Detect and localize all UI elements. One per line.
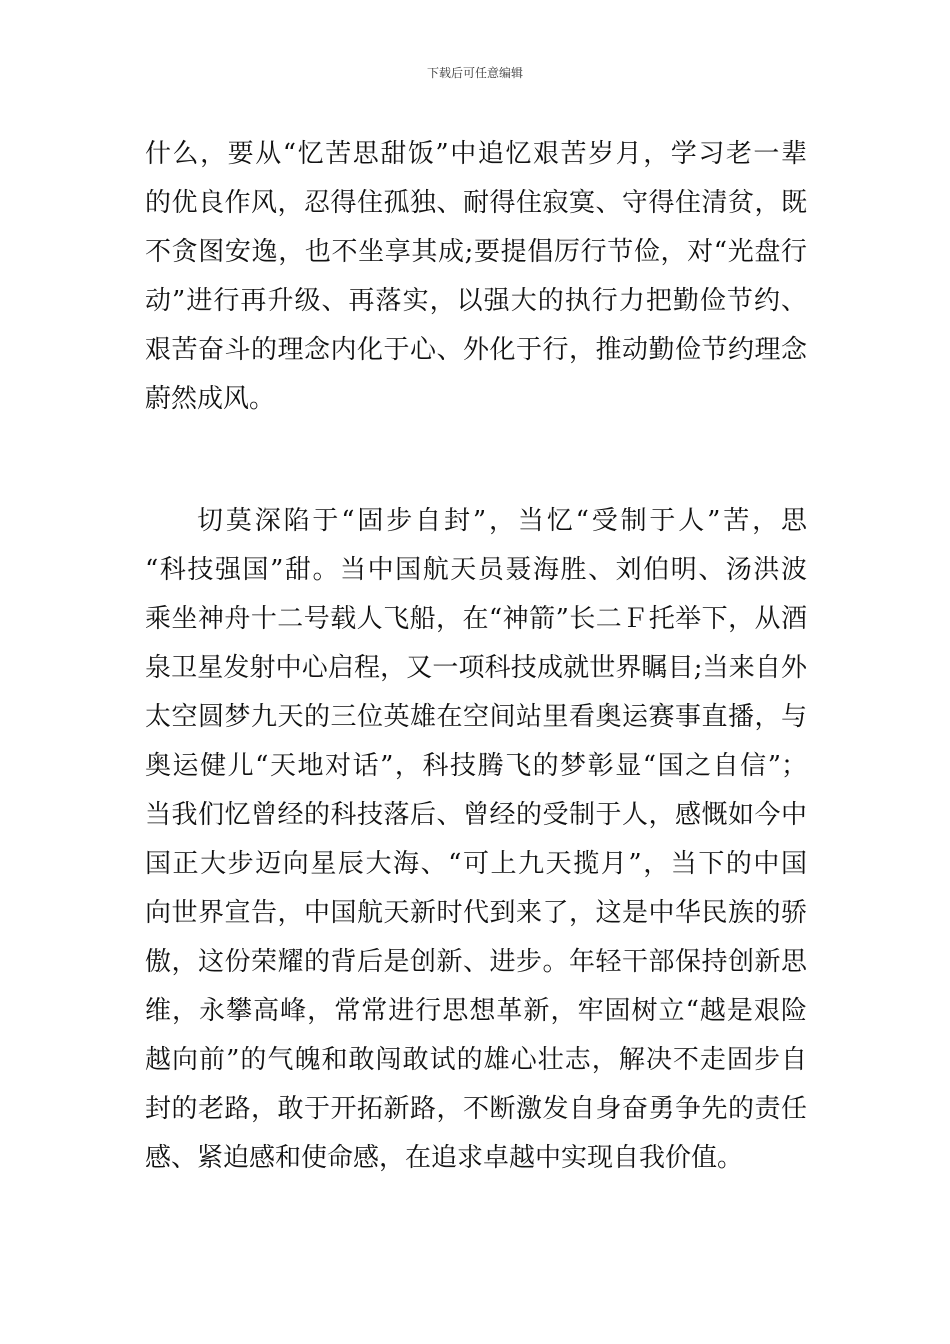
text-line: 什么，要从“忆苦思甜饭”中追忆艰苦岁月，学习老一辈: [145, 139, 807, 169]
paragraph-spacer: [145, 424, 807, 497]
text-line: 动”进行再升级、再落实，以强大的执行力把勤俭节约、: [145, 286, 807, 316]
text-line: “科技强国”甜。当中国航天员聂海胜、刘伯明、汤洪波: [145, 555, 807, 585]
paragraph-2: [145, 497, 807, 1183]
text-line: 向世界宣告，中国航天新时代到来了，这是中华民族的骄: [145, 898, 807, 928]
text-line: 当我们忆曾经的科技落后、曾经的受制于人，感慨如今中: [145, 800, 807, 830]
text-line: 维，永攀高峰，常常进行思想革新，牢固树立“越是艰险: [145, 996, 807, 1026]
text-line: 艰苦奋斗的理念内化于心、外化于行，推动勤俭节约理念: [145, 335, 807, 365]
text-line: 傲，这份荣耀的背后是创新、进步。年轻干部保持创新思: [145, 947, 807, 977]
paragraph-1: [145, 130, 807, 424]
text-line: 感、紧迫感和使命感，在追求卓越中实现自我价值。: [145, 1143, 744, 1173]
text-line: 不贪图安逸，也不坐享其成;要提倡厉行节俭，对“光盘行: [145, 237, 807, 267]
text-line: 奥运健儿“天地对话”，科技腾飞的梦彰显“国之自信”；: [145, 751, 807, 781]
text-line: 泉卫星发射中心启程，又一项科技成就世界瞩目;当来自外: [145, 653, 807, 683]
text-line: 乘坐神舟十二号载人飞船，在“神箭”长二Ｆ托举下，从酒: [145, 604, 807, 634]
text-line: 太空圆梦九天的三位英雄在空间站里看奥运赛事直播，与: [145, 702, 807, 732]
text-line: 国正大步迈向星辰大海、“可上九天揽月”，当下的中国: [145, 849, 807, 879]
text-line: 越向前”的气魄和敢闯敢试的雄心壮志，解决不走固步自: [145, 1045, 807, 1075]
page-header-note: 下载后可任意编辑: [426, 66, 523, 80]
document-body: [145, 130, 807, 1183]
text-line: 切莫深陷于“固步自封”，当忆“受制于人”苦，思: [197, 506, 807, 536]
text-line: 封的老路，敢于开拓新路，不断激发自身奋勇争先的责任: [145, 1094, 807, 1124]
text-line: 蔚然成风。: [145, 384, 276, 414]
text-line: 的优良作风，忍得住孤独、耐得住寂寞、守得住清贫，既: [145, 188, 807, 218]
